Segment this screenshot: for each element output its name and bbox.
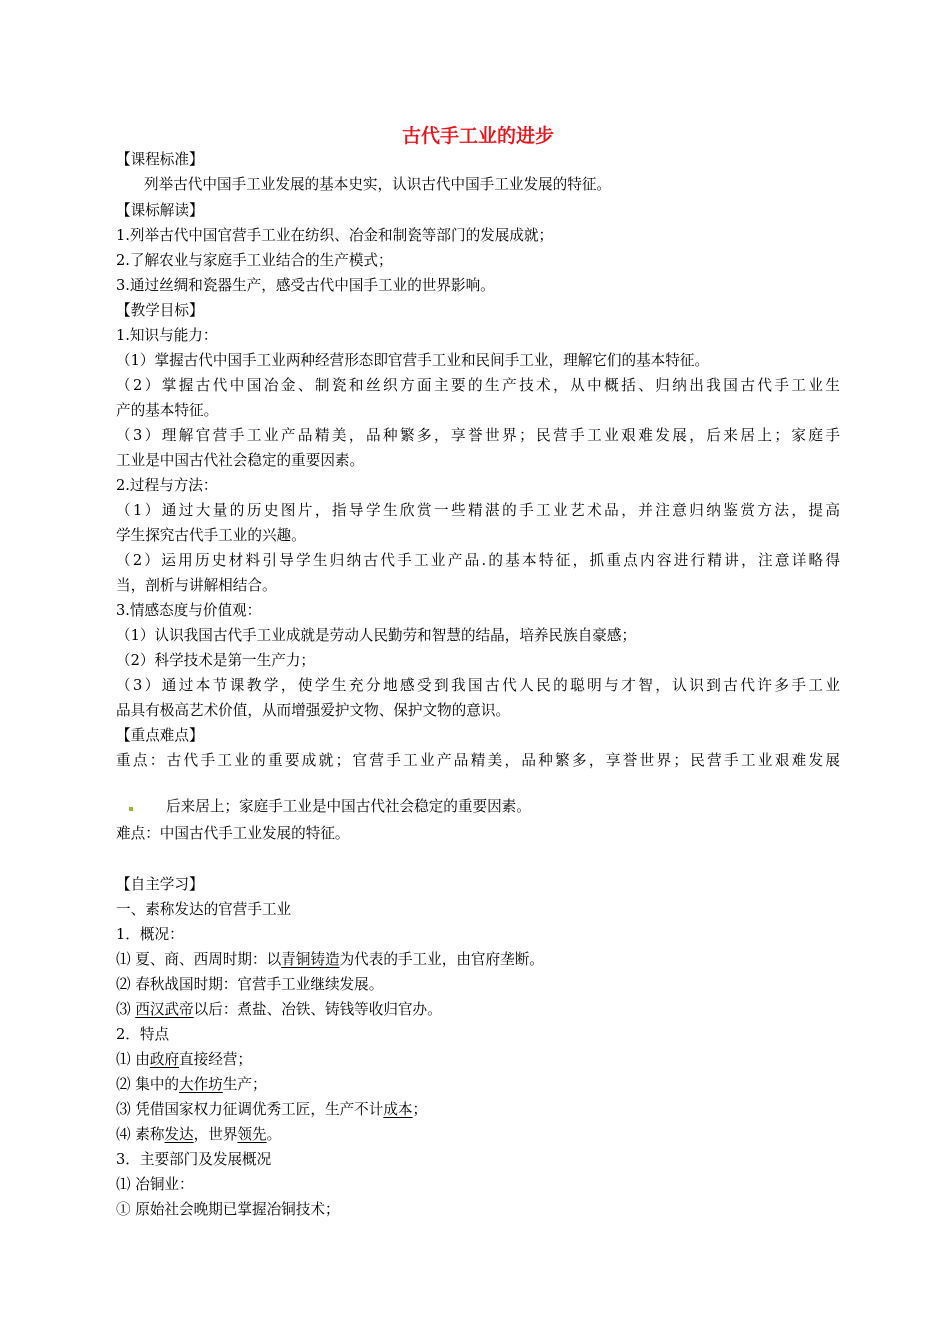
department-copper: ⑴ 冶铜业： bbox=[116, 1176, 194, 1193]
interpretation-item-1: 1.列举古代中国官营手工业在纺织、冶金和制瓷等部门的发展成就； bbox=[116, 227, 554, 244]
course-standard-heading: 【课程标准】 bbox=[116, 151, 204, 168]
goal-values-title: 3.情感态度与价值观： bbox=[116, 602, 262, 619]
features-title: 2．特点 bbox=[116, 1026, 170, 1043]
department-copper-item-1: ① 原始社会晚期已掌握冶铜技术； bbox=[116, 1201, 340, 1218]
goal-knowledge-1: （1）掌握古代中国手工业两种经营形态即官营手工业和民间手工业，理解它们的基本特征。 bbox=[116, 352, 710, 369]
departments-title: 3．主要部门及发展概况 bbox=[116, 1151, 272, 1168]
goals-heading: 【教学目标】 bbox=[116, 302, 204, 319]
goal-values-3-line-2: 品具有极高艺术价值，从而增强爱护文物、保护文物的意识。 bbox=[116, 702, 511, 719]
interpretation-item-3: 3.通过丝绸和瓷器生产，感受古代中国手工业的世界影响。 bbox=[116, 277, 495, 294]
key-points-line-2: 后来居上；家庭手工业是中国古代社会稳定的重要因素。 bbox=[166, 798, 531, 815]
goal-knowledge-2-line-1: （2）掌握古代中国冶金、制瓷和丝织方面主要的生产技术，从中概括、归纳出我国古代手工业生 bbox=[116, 377, 840, 394]
overview-item-2: ⑵ 春秋战国时期：官营手工业继续发展。 bbox=[116, 976, 384, 993]
overview-title: 1．概况： bbox=[116, 926, 184, 943]
self-study-heading: 【自主学习】 bbox=[116, 876, 204, 893]
difficulty-line: 难点：中国古代手工业发展的特征。 bbox=[116, 825, 350, 842]
key-points-line-1: 重点：古代手工业的重要成就；官营手工业产品精美，品种繁多，享誉世界；民营手工业艰难发展 bbox=[116, 752, 840, 769]
goal-process-1-line-2: 学生探究古代手工业的兴趣。 bbox=[116, 527, 306, 544]
key-points-heading: 【重点难点】 bbox=[116, 727, 204, 744]
goal-values-2: （2）科学技术是第一生产力； bbox=[116, 652, 316, 669]
interpretation-heading: 【课标解读】 bbox=[116, 202, 204, 219]
goal-knowledge-3-line-1: （3）理解官营手工业产品精美，品种繁多，享誉世界；民营手工业艰难发展，后来居上；家庭手 bbox=[116, 427, 840, 444]
goal-values-1: （1）认识我国古代手工业成就是劳动人民勤劳和智慧的结晶，培养民族自豪感； bbox=[116, 627, 637, 644]
interpretation-item-2: 2.了解农业与家庭手工业结合的生产模式； bbox=[116, 252, 393, 269]
goal-knowledge-2-line-2: 产的基本特征。 bbox=[116, 402, 219, 419]
goal-process-2-line-1: （2）运用历史材料引导学生归纳古代手工业产品.的基本特征，抓重点内容进行精讲，注意详略得 bbox=[116, 552, 840, 569]
goal-process-title: 2.过程与方法： bbox=[116, 477, 218, 494]
goal-knowledge-3-line-2: 工业是中国古代社会稳定的重要因素。 bbox=[116, 452, 365, 469]
overview-item-1: ⑴ 夏、商、西周时期：以青铜铸造为代表的手工业，由官府垄断。 bbox=[116, 951, 544, 968]
goal-knowledge-title: 1.知识与能力： bbox=[116, 327, 218, 344]
goal-process-1-line-1: （1）通过大量的历史图片，指导学生欣赏一些精湛的手工业艺术品，并注意归纳鉴赏方法，提高 bbox=[116, 502, 840, 519]
part-1-title: 一、素称发达的官营手工业 bbox=[116, 901, 292, 918]
feature-item-1: ⑴ 由政府直接经营； bbox=[116, 1051, 253, 1068]
feature-item-2: ⑵ 集中的大作坊生产； bbox=[116, 1076, 267, 1093]
page-title: 古代手工业的进步 bbox=[401, 125, 554, 147]
goal-process-2-line-2: 当，剖析与讲解相结合。 bbox=[116, 577, 277, 594]
course-standard-text: 列举古代中国手工业发展的基本史实，认识古代中国手工业发展的特征。 bbox=[144, 176, 612, 193]
feature-item-3: ⑶ 凭借国家权力征调优秀工匠，生产不计成本； bbox=[116, 1101, 428, 1118]
goal-values-3-line-1: （3）通过本节课教学，使学生充分地感受到我国古代人民的聪明与才智，认识到古代许多手工业 bbox=[116, 677, 840, 694]
overview-item-3: ⑶ 西汉武帝以后：煮盐、冶铁、铸钱等收归官办。 bbox=[116, 1001, 442, 1018]
feature-item-4: ⑷ 素称发达，世界领先。 bbox=[116, 1126, 282, 1143]
